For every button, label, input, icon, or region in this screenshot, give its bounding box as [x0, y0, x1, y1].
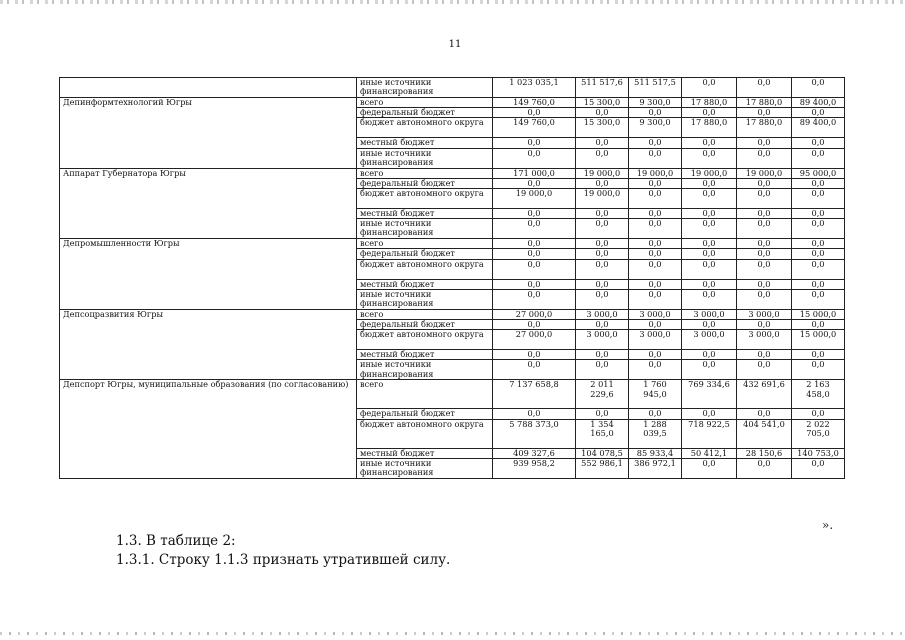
amount-cell: 19 000,0 — [576, 189, 629, 209]
amount-cell: 0,0 — [493, 138, 576, 148]
amount-cell: 1 288 039,5 — [629, 419, 682, 448]
amount-cell: 718 922,5 — [682, 419, 737, 448]
organization-cell: Аппарат Губернатора Югры — [60, 168, 357, 239]
amount-cell: 0,0 — [682, 219, 737, 239]
funding-source-cell: местный бюджет — [357, 448, 493, 458]
funding-source-cell: всего — [357, 239, 493, 249]
amount-cell: 0,0 — [493, 360, 576, 380]
amount-cell: 0,0 — [493, 219, 576, 239]
amount-cell: 0,0 — [792, 279, 845, 289]
funding-source-cell: местный бюджет — [357, 209, 493, 219]
funding-source-cell: бюджет автономного округа — [357, 259, 493, 279]
amount-cell: 0,0 — [792, 239, 845, 249]
amount-cell: 0,0 — [493, 108, 576, 118]
table-row — [60, 168, 845, 178]
amount-cell: 0,0 — [576, 350, 629, 360]
amount-cell: 0,0 — [792, 148, 845, 168]
amount-cell: 0,0 — [576, 178, 629, 188]
funding-source-cell: иные источники финансирования — [357, 219, 493, 239]
amount-cell: 0,0 — [629, 350, 682, 360]
funding-source-cell: федеральный бюджет — [357, 320, 493, 330]
amount-cell: 0,0 — [493, 178, 576, 188]
amount-cell: 0,0 — [737, 219, 792, 239]
financing-table-body — [60, 78, 845, 479]
amount-cell: 9 300,0 — [629, 98, 682, 108]
amount-cell: 0,0 — [737, 108, 792, 118]
amount-cell: 0,0 — [682, 148, 737, 168]
funding-source-cell: федеральный бюджет — [357, 249, 493, 259]
amount-cell: 409 327,6 — [493, 448, 576, 458]
amount-cell: 19 000,0 — [682, 168, 737, 178]
funding-source-cell: всего — [357, 98, 493, 108]
amount-cell: 0,0 — [629, 259, 682, 279]
amount-cell: 0,0 — [493, 409, 576, 419]
amount-cell: 1 760 945,0 — [629, 380, 682, 409]
amount-cell: 0,0 — [629, 239, 682, 249]
amount-cell: 0,0 — [792, 289, 845, 309]
amount-cell: 0,0 — [737, 350, 792, 360]
scan-edge-top — [0, 0, 905, 4]
amount-cell: 0,0 — [629, 289, 682, 309]
amount-cell: 0,0 — [576, 138, 629, 148]
amount-cell: 3 000,0 — [737, 309, 792, 319]
funding-source-cell: иные источники финансирования — [357, 78, 493, 98]
amount-cell: 0,0 — [737, 289, 792, 309]
amount-cell: 0,0 — [493, 279, 576, 289]
amount-cell: 0,0 — [682, 138, 737, 148]
funding-source-cell: иные источники финансирования — [357, 148, 493, 168]
amount-cell: 3 000,0 — [629, 309, 682, 319]
amount-cell: 0,0 — [493, 209, 576, 219]
amount-cell: 3 000,0 — [682, 309, 737, 319]
amount-cell: 939 958,2 — [493, 458, 576, 478]
amount-cell: 0,0 — [493, 350, 576, 360]
amount-cell: 0,0 — [576, 219, 629, 239]
amount-cell: 1 354 165,0 — [576, 419, 629, 448]
amount-cell: 0,0 — [792, 178, 845, 188]
amount-cell: 27 000,0 — [493, 330, 576, 350]
amount-cell: 0,0 — [792, 350, 845, 360]
amount-cell: 3 000,0 — [576, 309, 629, 319]
paragraph-1-3-1: 1.3.1. Строку 1.1.3 признать утратившей силу. — [116, 552, 451, 568]
amount-cell: 0,0 — [792, 259, 845, 279]
amount-cell: 0,0 — [682, 458, 737, 478]
amount-cell: 0,0 — [792, 249, 845, 259]
amount-cell: 89 400,0 — [792, 118, 845, 138]
amount-cell: 0,0 — [576, 320, 629, 330]
amount-cell: 28 150,6 — [737, 448, 792, 458]
amount-cell: 404 541,0 — [737, 419, 792, 448]
amount-cell: 3 000,0 — [629, 330, 682, 350]
amount-cell: 0,0 — [737, 239, 792, 249]
amount-cell: 0,0 — [682, 209, 737, 219]
amount-cell: 0,0 — [737, 78, 792, 98]
amount-cell: 0,0 — [576, 148, 629, 168]
amount-cell: 171 000,0 — [493, 168, 576, 178]
table-row — [60, 239, 845, 249]
amount-cell: 0,0 — [682, 259, 737, 279]
amount-cell: 0,0 — [792, 108, 845, 118]
amount-cell: 0,0 — [792, 138, 845, 148]
amount-cell: 0,0 — [737, 148, 792, 168]
amount-cell: 0,0 — [737, 259, 792, 279]
amount-cell: 0,0 — [792, 409, 845, 419]
amount-cell: 432 691,6 — [737, 380, 792, 409]
amount-cell: 0,0 — [629, 178, 682, 188]
amount-cell: 0,0 — [576, 360, 629, 380]
amount-cell: 0,0 — [792, 219, 845, 239]
amount-cell: 0,0 — [737, 138, 792, 148]
amount-cell: 17 880,0 — [682, 118, 737, 138]
funding-source-cell: всего — [357, 309, 493, 319]
amount-cell: 17 880,0 — [737, 118, 792, 138]
amount-cell: 149 760,0 — [493, 98, 576, 108]
amount-cell: 769 334,6 — [682, 380, 737, 409]
amount-cell: 0,0 — [629, 360, 682, 380]
amount-cell: 0,0 — [576, 289, 629, 309]
organization-cell: Депсоцразвития Югры — [60, 309, 357, 380]
amount-cell: 386 972,1 — [629, 458, 682, 478]
amount-cell: 95 000,0 — [792, 168, 845, 178]
amount-cell: 0,0 — [682, 189, 737, 209]
amount-cell: 0,0 — [576, 279, 629, 289]
amount-cell: 0,0 — [737, 189, 792, 209]
funding-source-cell: бюджет автономного округа — [357, 419, 493, 448]
funding-source-cell: бюджет автономного округа — [357, 330, 493, 350]
amount-cell: 511 517,6 — [576, 78, 629, 98]
closing-quote: ». — [822, 518, 834, 532]
amount-cell: 5 788 373,0 — [493, 419, 576, 448]
amount-cell: 2 022 705,0 — [792, 419, 845, 448]
funding-source-cell: федеральный бюджет — [357, 409, 493, 419]
amount-cell: 0,0 — [493, 148, 576, 168]
funding-source-cell: местный бюджет — [357, 279, 493, 289]
amount-cell: 0,0 — [576, 259, 629, 279]
amount-cell: 0,0 — [493, 239, 576, 249]
amount-cell: 0,0 — [629, 108, 682, 118]
amount-cell: 0,0 — [629, 249, 682, 259]
paragraph-1-3: 1.3. В таблице 2: — [116, 533, 236, 549]
amount-cell: 15 000,0 — [792, 309, 845, 319]
funding-source-cell: местный бюджет — [357, 138, 493, 148]
amount-cell: 0,0 — [493, 259, 576, 279]
funding-source-cell: иные источники финансирования — [357, 289, 493, 309]
amount-cell: 140 753,0 — [792, 448, 845, 458]
amount-cell: 19 000,0 — [576, 168, 629, 178]
amount-cell: 9 300,0 — [629, 118, 682, 138]
amount-cell: 0,0 — [682, 409, 737, 419]
table-row — [60, 309, 845, 319]
amount-cell: 0,0 — [682, 279, 737, 289]
amount-cell: 0,0 — [682, 249, 737, 259]
amount-cell: 0,0 — [576, 209, 629, 219]
amount-cell: 0,0 — [737, 458, 792, 478]
amount-cell: 15 300,0 — [576, 118, 629, 138]
amount-cell: 3 000,0 — [576, 330, 629, 350]
page-number: 11 — [448, 39, 462, 50]
amount-cell: 0,0 — [682, 320, 737, 330]
amount-cell: 0,0 — [737, 409, 792, 419]
amount-cell: 0,0 — [792, 78, 845, 98]
amount-cell: 0,0 — [792, 320, 845, 330]
amount-cell: 27 000,0 — [493, 309, 576, 319]
amount-cell: 7 137 658,8 — [493, 380, 576, 409]
amount-cell: 0,0 — [629, 189, 682, 209]
funding-source-cell: федеральный бюджет — [357, 108, 493, 118]
amount-cell: 0,0 — [737, 249, 792, 259]
table-row — [60, 98, 845, 108]
amount-cell: 0,0 — [629, 279, 682, 289]
organization-cell: Депромышленности Югры — [60, 239, 357, 310]
amount-cell: 0,0 — [493, 289, 576, 309]
amount-cell: 2 163 458,0 — [792, 380, 845, 409]
funding-source-cell: федеральный бюджет — [357, 178, 493, 188]
amount-cell: 0,0 — [792, 458, 845, 478]
amount-cell: 0,0 — [682, 350, 737, 360]
amount-cell: 0,0 — [792, 360, 845, 380]
amount-cell: 0,0 — [737, 360, 792, 380]
amount-cell: 15 300,0 — [576, 98, 629, 108]
amount-cell: 85 933,4 — [629, 448, 682, 458]
amount-cell: 0,0 — [792, 189, 845, 209]
amount-cell: 552 986,1 — [576, 458, 629, 478]
amount-cell: 149 760,0 — [493, 118, 576, 138]
organization-cell: Депинформтехнологий Югры — [60, 98, 357, 169]
financing-table — [59, 77, 845, 479]
amount-cell: 0,0 — [682, 108, 737, 118]
amount-cell: 0,0 — [737, 279, 792, 289]
amount-cell: 511 517,5 — [629, 78, 682, 98]
amount-cell: 0,0 — [737, 178, 792, 188]
amount-cell: 104 078,5 — [576, 448, 629, 458]
amount-cell: 0,0 — [629, 409, 682, 419]
amount-cell: 15 000,0 — [792, 330, 845, 350]
funding-source-cell: бюджет автономного округа — [357, 118, 493, 138]
amount-cell: 0,0 — [493, 249, 576, 259]
amount-cell: 0,0 — [629, 148, 682, 168]
amount-cell: 50 412,1 — [682, 448, 737, 458]
funding-source-cell: местный бюджет — [357, 350, 493, 360]
amount-cell: 0,0 — [576, 249, 629, 259]
amount-cell: 19 000,0 — [629, 168, 682, 178]
table-row — [60, 380, 845, 409]
organization-cell — [60, 78, 357, 98]
amount-cell: 0,0 — [792, 209, 845, 219]
amount-cell: 17 880,0 — [737, 98, 792, 108]
amount-cell: 0,0 — [576, 409, 629, 419]
funding-source-cell: всего — [357, 168, 493, 178]
funding-source-cell: бюджет автономного округа — [357, 189, 493, 209]
amount-cell: 0,0 — [737, 209, 792, 219]
funding-source-cell: всего — [357, 380, 493, 409]
amount-cell: 3 000,0 — [737, 330, 792, 350]
amount-cell: 89 400,0 — [792, 98, 845, 108]
amount-cell: 1 023 035,1 — [493, 78, 576, 98]
amount-cell: 0,0 — [682, 78, 737, 98]
funding-source-cell: иные источники финансирования — [357, 458, 493, 478]
amount-cell: 3 000,0 — [682, 330, 737, 350]
amount-cell: 0,0 — [737, 320, 792, 330]
funding-source-cell: иные источники финансирования — [357, 360, 493, 380]
amount-cell: 0,0 — [629, 219, 682, 239]
amount-cell: 17 880,0 — [682, 98, 737, 108]
amount-cell: 0,0 — [576, 239, 629, 249]
amount-cell: 0,0 — [682, 289, 737, 309]
organization-cell: Депспорт Югры, муниципальные образования (по согласованию) — [60, 380, 357, 478]
amount-cell: 0,0 — [629, 209, 682, 219]
amount-cell: 0,0 — [493, 320, 576, 330]
amount-cell: 0,0 — [576, 108, 629, 118]
amount-cell: 0,0 — [629, 138, 682, 148]
amount-cell: 2 011 229,6 — [576, 380, 629, 409]
amount-cell: 0,0 — [682, 178, 737, 188]
scan-edge-bottom — [0, 632, 905, 635]
amount-cell: 19 000,0 — [737, 168, 792, 178]
amount-cell: 0,0 — [682, 239, 737, 249]
amount-cell: 0,0 — [682, 360, 737, 380]
table-row — [60, 78, 845, 98]
amount-cell: 19 000,0 — [493, 189, 576, 209]
amount-cell: 0,0 — [629, 320, 682, 330]
